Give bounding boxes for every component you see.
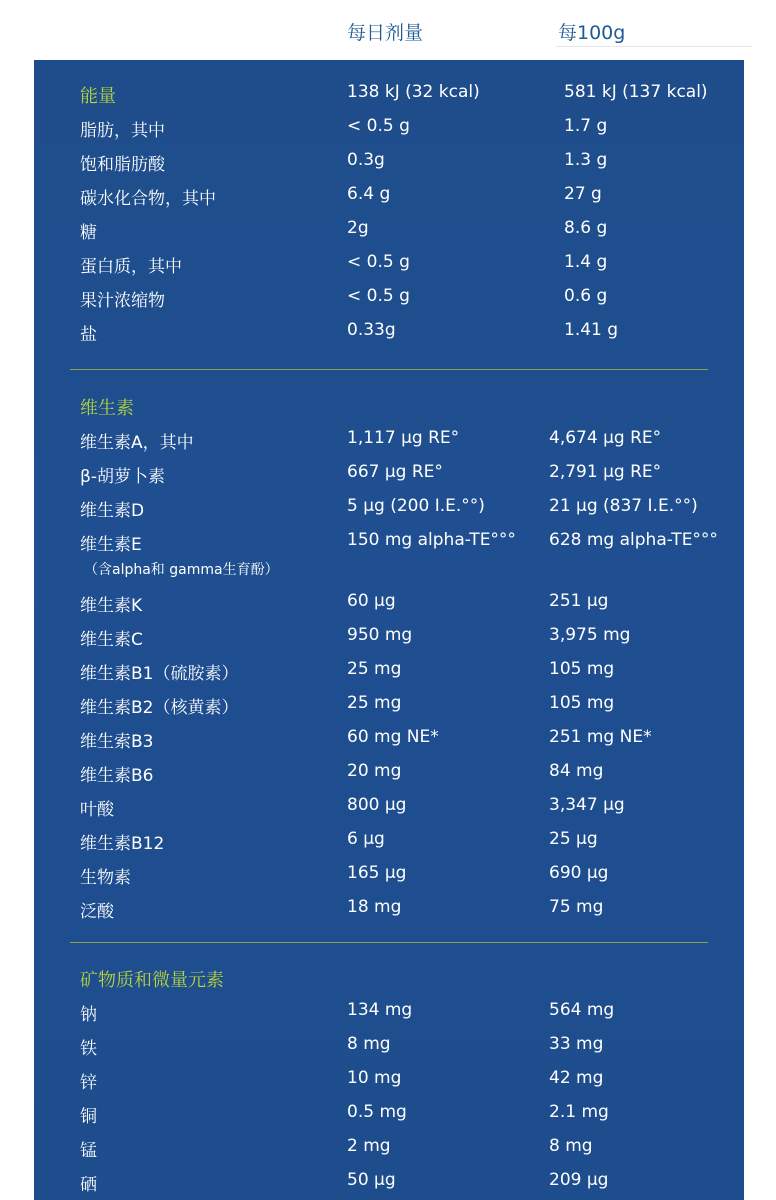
per100-value: 564 mg <box>549 1000 615 1020</box>
table-row <box>34 625 744 655</box>
section-header-vitamins <box>34 394 744 424</box>
nutrient-name: 脂肪，其中 <box>80 121 165 141</box>
nutrient-name: 碳水化合物，其中 <box>80 189 216 209</box>
nutrient-name: 泛酸 <box>80 902 114 922</box>
per100-value: 75 mg <box>549 897 604 917</box>
nutrient-name: 饱和脂肪酸 <box>80 155 165 175</box>
table-row <box>34 591 744 621</box>
table-row <box>34 693 744 723</box>
daily-value: 8 mg <box>347 1034 391 1054</box>
daily-value: < 0.5 g <box>347 252 410 272</box>
nutrient-name: 叶酸 <box>80 800 114 820</box>
daily-value: 165 µg <box>347 863 407 883</box>
nutrient-name: 维生素C <box>80 630 143 650</box>
daily-value: 25 mg <box>347 659 402 679</box>
table-row <box>34 252 744 282</box>
per100-value: 27 g <box>564 184 602 204</box>
per100-value: 1.41 g <box>564 320 619 340</box>
nutrient-name: 维生素B1（硫胺素） <box>80 664 239 684</box>
table-row <box>34 1068 744 1098</box>
section-header-minerals <box>34 966 744 996</box>
table-row <box>34 761 744 791</box>
nutrient-name: 果汁浓缩物 <box>80 291 165 311</box>
daily-value: 0.3g <box>347 150 385 170</box>
section-title-vitamins: 维生素 <box>80 398 134 419</box>
column-header-daily-dose: 每日剂量 <box>347 22 424 44</box>
daily-value: < 0.5 g <box>347 116 410 136</box>
nutrient-name: 锰 <box>80 1141 97 1161</box>
nutrient-name: 钠 <box>80 1005 97 1025</box>
daily-value: 20 mg <box>347 761 402 781</box>
per100-value: 209 µg <box>549 1170 609 1190</box>
nutrient-name: β-胡萝卜素 <box>80 467 165 487</box>
per100-value: 105 mg <box>549 659 615 679</box>
table-row <box>34 150 744 180</box>
daily-value: 0.5 mg <box>347 1102 407 1122</box>
column-header-per-100g: 每100g <box>558 22 626 44</box>
per100-value: 1.3 g <box>564 150 608 170</box>
daily-value: 2 mg <box>347 1136 391 1156</box>
table-row <box>34 897 744 927</box>
per100-value: 690 µg <box>549 863 609 883</box>
table-row <box>34 829 744 859</box>
nutrient-name: 维生素B12 <box>80 834 165 854</box>
nutrient-name: 维生索B3 <box>80 732 154 752</box>
daily-value: 6.4 g <box>347 184 391 204</box>
table-row <box>34 863 744 893</box>
nutrition-table-panel <box>34 60 744 1200</box>
header-divider <box>556 46 752 47</box>
nutrient-name: 维生素D <box>80 501 145 521</box>
section-divider <box>70 942 708 943</box>
section-divider <box>70 369 708 370</box>
energy-row <box>34 82 744 112</box>
per100-value: 0.6 g <box>564 286 608 306</box>
table-row <box>34 1170 744 1200</box>
per100-value: 33 mg <box>549 1034 604 1054</box>
daily-value: 0.33g <box>347 320 396 340</box>
table-row <box>34 530 744 560</box>
daily-value: 800 µg <box>347 795 407 815</box>
table-row <box>34 462 744 492</box>
per100-value: 251 mg NE* <box>549 727 652 747</box>
nutrient-name: 铁 <box>80 1039 97 1059</box>
energy-daily-value: 138 kJ (32 kcal) <box>347 82 480 102</box>
nutrient-name: 维生素B6 <box>80 766 154 786</box>
per100-value: 1.4 g <box>564 252 608 272</box>
section-title-energy: 能量 <box>80 86 116 107</box>
nutrient-name: 生物素 <box>80 868 131 888</box>
section-title-minerals: 矿物质和微量元素 <box>80 970 224 991</box>
daily-value: 150 mg alpha-TE°°° <box>347 530 516 550</box>
daily-value: < 0.5 g <box>347 286 410 306</box>
table-header <box>0 0 776 60</box>
per100-value: 3,347 µg <box>549 795 625 815</box>
table-row <box>34 1034 744 1064</box>
daily-value: 2g <box>347 218 369 238</box>
per100-value: 84 mg <box>549 761 604 781</box>
daily-value: 1,117 µg RE° <box>347 428 460 448</box>
table-row <box>34 218 744 248</box>
table-row <box>34 727 744 757</box>
per100-value: 105 mg <box>549 693 615 713</box>
per100-value: 42 mg <box>549 1068 604 1088</box>
energy-per100-value: 581 kJ (137 kcal) <box>564 82 708 102</box>
daily-value: 25 mg <box>347 693 402 713</box>
nutrient-name: 蛋白质，其中 <box>80 257 182 277</box>
table-row <box>34 1102 744 1132</box>
nutrient-name: 维生素K <box>80 596 143 616</box>
per100-value: 8 mg <box>549 1136 593 1156</box>
daily-value: 18 mg <box>347 897 402 917</box>
daily-value: 6 µg <box>347 829 385 849</box>
daily-value: 667 µg RE° <box>347 462 443 482</box>
daily-value: 10 mg <box>347 1068 402 1088</box>
nutrient-name: 维生素E <box>80 535 142 555</box>
daily-value: 60 µg <box>347 591 396 611</box>
table-row <box>34 320 744 350</box>
per100-value: 21 µg (837 I.E.°°) <box>549 496 698 516</box>
per100-value: 1.7 g <box>564 116 608 136</box>
nutrient-name: 硒 <box>80 1175 97 1195</box>
daily-value: 5 µg (200 I.E.°°) <box>347 496 485 516</box>
daily-value: 60 mg NE* <box>347 727 439 747</box>
table-row <box>34 1136 744 1166</box>
per100-value: 628 mg alpha-TE°°° <box>549 530 718 550</box>
daily-value: 50 µg <box>347 1170 396 1190</box>
per100-value: 2,791 µg RE° <box>549 462 662 482</box>
per100-value: 8.6 g <box>564 218 608 238</box>
table-row <box>34 116 744 146</box>
per100-value: 2.1 mg <box>549 1102 609 1122</box>
per100-value: 3,975 mg <box>549 625 631 645</box>
nutrient-name: 维生素A，其中 <box>80 433 194 453</box>
table-row <box>34 184 744 214</box>
daily-value: 950 mg <box>347 625 413 645</box>
table-row <box>34 659 744 689</box>
table-row <box>34 795 744 825</box>
per100-value: 25 µg <box>549 829 598 849</box>
nutrient-name: 糖 <box>80 223 97 243</box>
vitamin-e-note: （含alpha和 gamma生育酚） <box>84 562 279 578</box>
nutrient-name: 铜 <box>80 1107 97 1127</box>
per100-value: 4,674 µg RE° <box>549 428 662 448</box>
table-row <box>34 428 744 458</box>
table-row <box>34 286 744 316</box>
table-row <box>34 496 744 526</box>
nutrient-name: 维生素B2（核黄素） <box>80 698 239 718</box>
nutrient-name: 锌 <box>80 1073 97 1093</box>
nutrient-name: 盐 <box>80 325 97 345</box>
daily-value: 134 mg <box>347 1000 413 1020</box>
per100-value: 251 µg <box>549 591 609 611</box>
table-row <box>34 1000 744 1030</box>
